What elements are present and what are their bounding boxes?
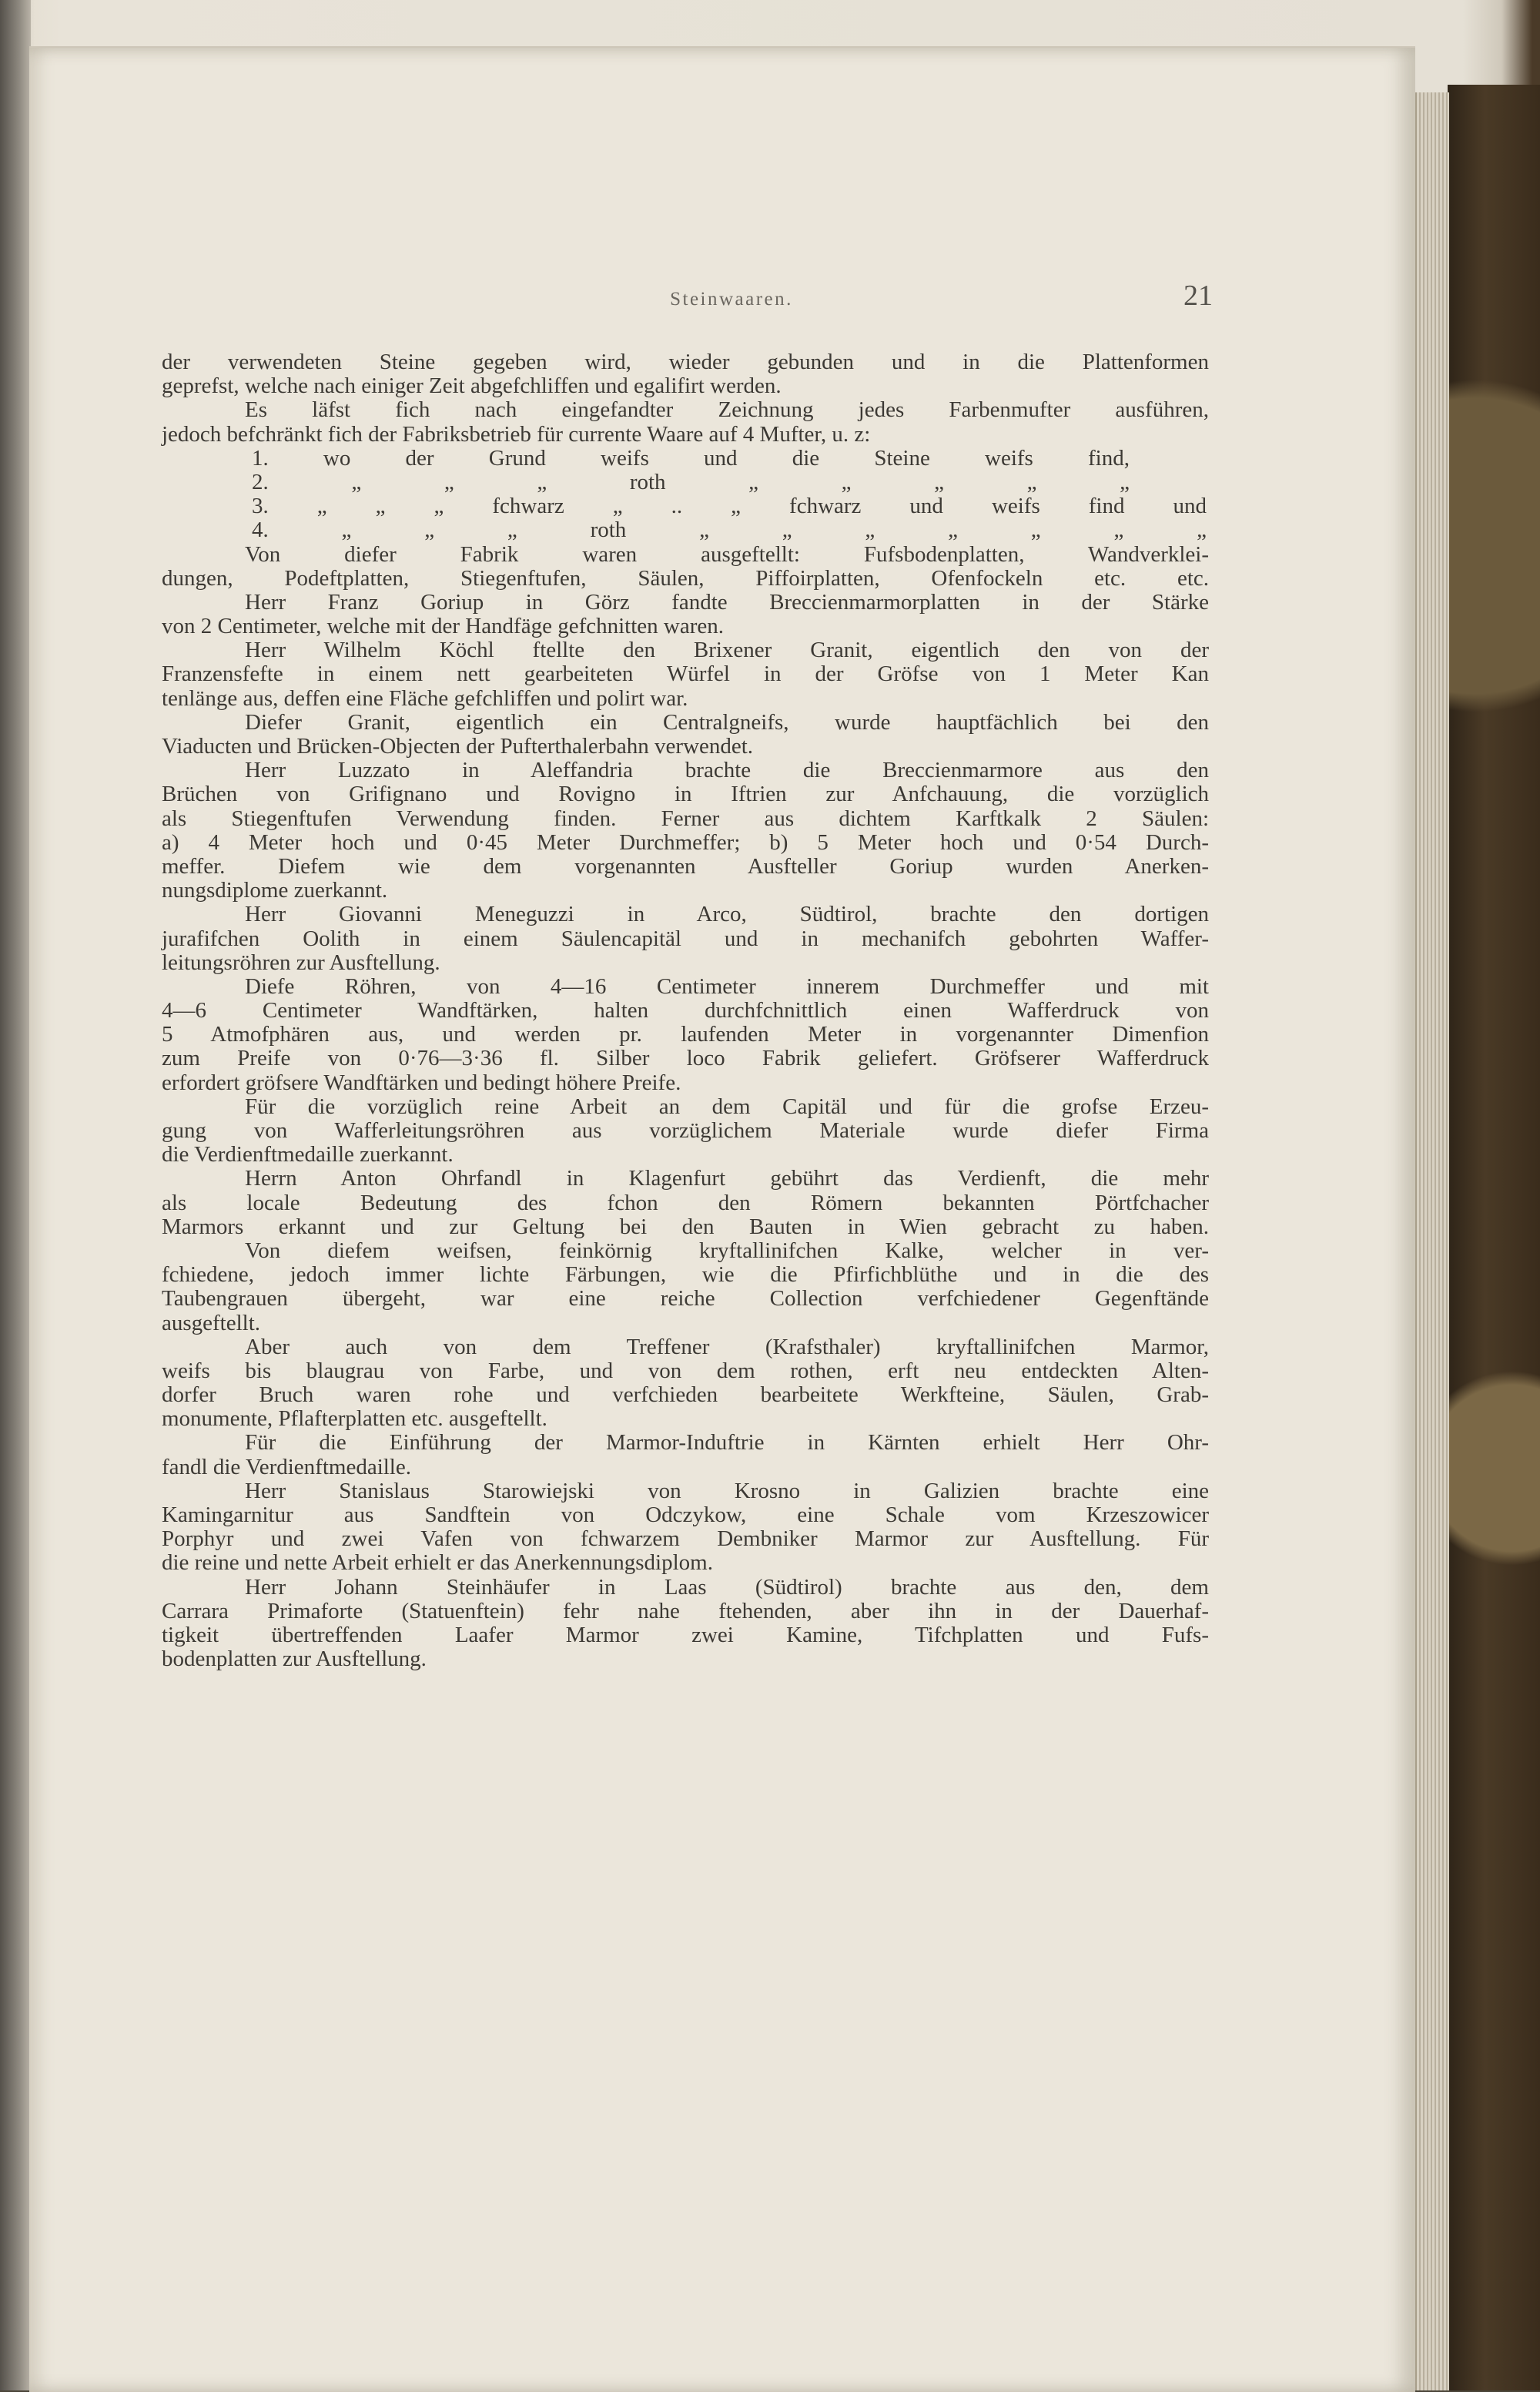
text-line: von 2 Centimeter, welche mit der Handfäge gefchnitten waren. xyxy=(162,614,724,639)
book-cover xyxy=(1448,85,1540,2390)
text-line: Es läfst fich nach eingefandter Zeichnung jedes Farbenmufter ausführen, xyxy=(245,397,1209,423)
text-line: Von diefer Fabrik waren ausgeftellt: Fufsbodenplatten, Wandverklei- xyxy=(245,541,1209,567)
text-line: die Verdienftmedaille zuerkannt. xyxy=(162,1142,454,1168)
list-item: 1. wo der Grund weifs und die Steine weifs find, xyxy=(252,445,1130,471)
text-line: Herr Wilhelm Köchl ftellte den Brixener Granit, eigentlich den von der xyxy=(245,638,1209,663)
text-line: geprefst, welche nach einiger Zeit abgefchliffen und egalifirt werden. xyxy=(162,374,782,399)
text-line: bodenplatten zur Ausftellung. xyxy=(162,1647,427,1672)
text-line: Herr Luzzato in Aleffandria brachte die Breccienmarmore aus den xyxy=(245,758,1209,783)
page-number: 21 xyxy=(1183,280,1213,312)
text-line: die reine und nette Arbeit erhielt er das Anerkennungsdiplom. xyxy=(162,1550,713,1576)
text-line: 4—6 Centimeter Wandftärken, halten durchfchnittlich einen Wafferdruck von xyxy=(162,998,1209,1023)
text-line: Herr Johann Steinhäufer in Laas (Südtirol) brachte aus den, dem xyxy=(245,1574,1209,1600)
text-line: fandl die Verdienftmedaille. xyxy=(162,1454,411,1479)
text-line: Herr Stanislaus Starowiejski von Krosno in Galizien brachte eine xyxy=(245,1478,1209,1503)
text-line: Herr Giovanni Meneguzzi in Arco, Südtirol, brachte den dortigen xyxy=(245,902,1209,927)
text-line: erfordert gröfsere Wandftärken und bedingt höhere Preife. xyxy=(162,1070,681,1095)
text-line: tenlänge aus, deffen eine Fläche gefchliffen und polirt war. xyxy=(162,685,688,711)
text-line: Kamingarnitur aus Sandftein von Odczykow, eine Schale vom Krzeszowicer xyxy=(162,1503,1209,1527)
text-line: monumente, Pflafterplatten etc. ausgeftellt. xyxy=(162,1406,547,1432)
text-line: leitungsröhren zur Ausftellung. xyxy=(162,950,440,975)
text-line: Viaducten und Brücken-Objecten der Pufterthalerbahn verwendet. xyxy=(162,734,754,759)
list-item: 4. „ „ „ roth „ „ „ „ „ „ „ xyxy=(252,518,1207,543)
text-line: tigkeit übertreffenden Laafer Marmor zwei Kamine, Tifchplatten und Fufs- xyxy=(162,1622,1209,1647)
text-line: a) 4 Meter hoch und 0·45 Meter Durchmeffer; b) 5 Meter hoch und 0·54 Durch- xyxy=(162,829,1209,855)
list-item: 3. „ „ „ fchwarz „ .. „ fchwarz und weifs find und xyxy=(252,494,1207,519)
text-line: nungsdiplome zuerkannt. xyxy=(162,878,388,903)
text-line: weifs bis blaugrau von Farbe, und von dem rothen, erft neu entdeckten Alten- xyxy=(162,1358,1209,1383)
text-line: jurafifchen Oolith in einem Säulencapitäl und in mechanifch gebohrten Waffer- xyxy=(162,926,1209,951)
text-line: gung von Wafferleitungsröhren aus vorzüglichem Materiale wurde diefer Firma xyxy=(162,1118,1209,1143)
text-line: Von diefem weifsen, feinkörnig kryftallinifchen Kalke, welcher in ver- xyxy=(245,1238,1209,1263)
text-line: Taubengrauen übergeht, war eine reiche Collection verfchiedener Gegenftände xyxy=(162,1286,1209,1312)
text-line: jedoch befchränkt fich der Fabriksbetrieb für currente Waare auf 4 Mufter, u. z: xyxy=(162,421,871,447)
text-line: fchiedene, jedoch immer lichte Färbungen, wie die Pfirfichblüthe und in die des xyxy=(162,1262,1209,1288)
text-line: zum Preife von 0·76—3·36 fl. Silber loco Fabrik geliefert. Gröfserer Wafferdruck xyxy=(162,1046,1209,1071)
text-line: 5 Atmofphären aus, und werden pr. laufenden Meter in vorgenannter Dimenfion xyxy=(162,1022,1209,1047)
text-line: Herr Franz Goriup in Görz fandte Breccienmarmorplatten in der Stärke xyxy=(245,589,1209,615)
text-line: meffer. Diefem wie dem vorgenannten Ausfteller Goriup wurden Anerken- xyxy=(162,853,1209,879)
text-line: Porphyr und zwei Vafen von fchwarzem Dembniker Marmor zur Ausftellung. Für xyxy=(162,1526,1209,1552)
text-line: Diefer Granit, eigentlich ein Centralgneifs, wurde hauptfächlich bei den xyxy=(245,709,1209,735)
list-item: 2. „ „ „ roth „ „ „ „ „ xyxy=(252,469,1130,494)
text-line: Für die vorzüglich reine Arbeit an dem Capitäl und für die grofse Erzeu- xyxy=(245,1094,1209,1119)
text-line: Herrn Anton Ohrfandl in Klagenfurt gebührt das Verdienft, die mehr xyxy=(245,1166,1209,1191)
body-text xyxy=(162,350,1209,1671)
left-page-sliver xyxy=(0,0,31,2390)
text-line: Franzensfefte in einem nett gearbeiteten Würfel in der Gröfse von 1 Meter Kan xyxy=(162,662,1209,687)
text-line: Brüchen von Grifignano und Rovigno in Iftrien zur Anfchauung, die vorzüglich xyxy=(162,782,1209,807)
text-line: Marmors erkannt und zur Geltung bei den Bauten in Wien gebracht zu haben. xyxy=(162,1214,1209,1239)
page-edges xyxy=(1415,92,1449,2390)
running-header: Steinwaaren. xyxy=(670,289,793,310)
text-line: als Stiegenftufen Verwendung finden. Ferner aus dichtem Karftkalk 2 Säulen: xyxy=(162,806,1209,831)
text-line: Aber auch von dem Treffener (Krafsthaler) kryftallinifchen Marmor, xyxy=(245,1334,1209,1359)
text-line: Carrara Primaforte (Statuenftein) fehr nahe ftehenden, aber ihn in der Dauerhaf- xyxy=(162,1598,1209,1623)
text-line: dungen, Podeftplatten, Stiegenftufen, Säulen, Piffoirplatten, Ofenfockeln etc. etc. xyxy=(162,565,1209,591)
text-line: der verwendeten Steine gegeben wird, wieder gebunden und in die Plattenformen xyxy=(162,350,1209,374)
text-line: dorfer Bruch waren rohe und verfchieden bearbeitete Werkfteine, Säulen, Grab- xyxy=(162,1382,1209,1408)
text-line: ausgeftellt. xyxy=(162,1310,261,1335)
text-line: als locale Bedeutung des fchon den Römern bekannten Pörtfchacher xyxy=(162,1190,1209,1215)
text-line: Diefe Röhren, von 4—16 Centimeter innerem Durchmeffer und mit xyxy=(245,973,1209,999)
text-line: Für die Einführung der Marmor-Induftrie in Kärnten erhielt Herr Ohr- xyxy=(245,1430,1209,1456)
